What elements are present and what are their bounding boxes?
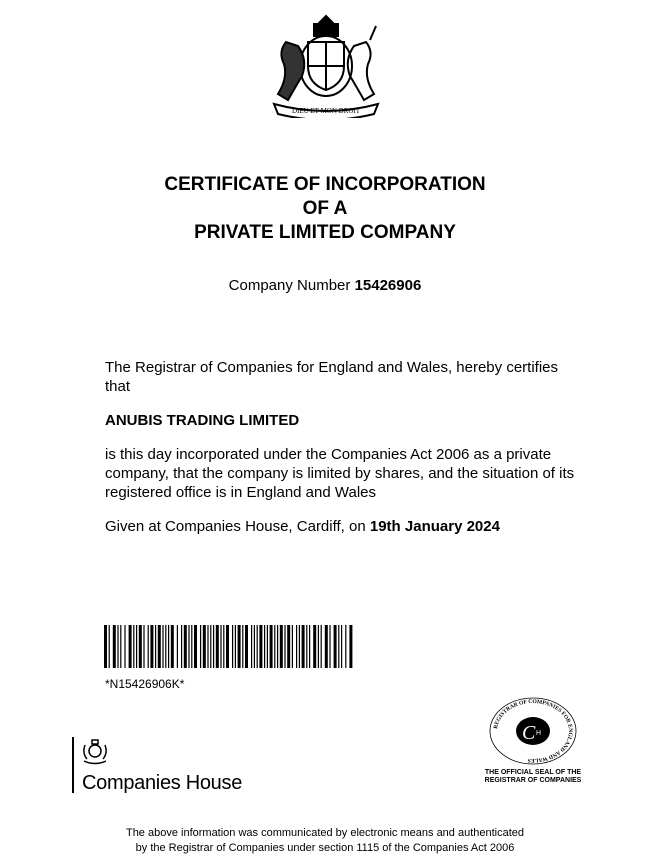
royal-coat-of-arms-icon xyxy=(264,12,388,118)
footer-note xyxy=(0,826,650,856)
barcode-bar xyxy=(287,625,290,668)
title-line: OF A xyxy=(302,198,348,219)
barcode-bar xyxy=(220,625,221,668)
barcode-bar xyxy=(299,625,300,668)
barcode-bar xyxy=(329,625,330,668)
barcode-bar xyxy=(129,625,132,668)
incorporation-date: 19th January 2024 xyxy=(369,518,500,535)
barcode-bar xyxy=(242,625,243,668)
barcode-bar xyxy=(124,625,125,668)
barcode-bar xyxy=(280,625,283,668)
title-line: PRIVATE LIMITED COMPANY xyxy=(194,222,456,243)
given-prefix: Given at Companies House, Cardiff, on xyxy=(105,518,366,535)
barcode-bar xyxy=(120,625,121,668)
given-at xyxy=(105,517,585,536)
barcode-bar xyxy=(321,625,322,668)
seal-caption-line: REGISTRAR OF COMPANIES xyxy=(484,777,582,784)
barcode-bar xyxy=(148,625,149,668)
barcode-bar xyxy=(133,625,134,668)
barcode-bar xyxy=(226,625,229,668)
barcode-bar xyxy=(194,625,197,668)
company-name: ANUBIS TRADING LIMITED xyxy=(105,412,300,429)
barcode-bar xyxy=(184,625,187,668)
svg-text:H: H xyxy=(536,730,542,737)
barcode-bar xyxy=(270,625,273,668)
barcode-bar xyxy=(155,625,156,668)
barcode-bar xyxy=(264,625,265,668)
barcode-bar xyxy=(223,625,224,668)
barcode-bar xyxy=(150,625,153,668)
barcode-bar xyxy=(109,625,110,668)
barcode-bar xyxy=(325,625,328,668)
barcode-bar xyxy=(177,625,178,668)
footer-line: by the Registrar of Companies under section 1115 of the Companies Act 2006 xyxy=(135,842,515,854)
crest-icon xyxy=(84,740,106,764)
barcode-bar xyxy=(191,625,192,668)
barcode-bar xyxy=(292,625,293,668)
barcode-bar xyxy=(113,625,116,668)
barcode-bar xyxy=(338,625,339,668)
footer-line: The above information was communicated by electronic means and authenticated xyxy=(125,827,525,839)
barcode-bar xyxy=(143,625,144,668)
barcode-bar xyxy=(345,625,346,668)
barcode xyxy=(104,625,356,668)
barcode-bar xyxy=(158,625,161,668)
barcode-bar xyxy=(257,625,258,668)
intro-text: The Registrar of Companies for England and Wales, hereby certifies that xyxy=(105,359,558,395)
incorporation-statement: is this day incorporated under the Companies Act 2006 as a private company, that the company is limited by shares, and the situation of its registered office is in England and Wales xyxy=(105,446,575,501)
barcode-bar xyxy=(168,625,169,668)
barcode-bar xyxy=(232,625,233,668)
barcode-bar xyxy=(277,625,278,668)
barcode-bar xyxy=(349,625,352,668)
barcode-bar xyxy=(162,625,163,668)
svg-text:C: C xyxy=(522,722,536,744)
barcode-bar xyxy=(238,625,241,668)
barcode-bar xyxy=(216,625,219,668)
companies-house-wordmark: Companies House xyxy=(82,772,243,794)
barcode-bar xyxy=(251,625,252,668)
barcode-bar xyxy=(117,625,118,668)
barcode-bar xyxy=(245,625,248,668)
company-number-label: Company Number xyxy=(228,277,351,294)
barcode-bar xyxy=(181,625,182,668)
svg-text:DIEU ET MON DROIT: DIEU ET MON DROIT xyxy=(291,107,361,115)
company-number xyxy=(0,277,650,294)
barcode-bar xyxy=(302,625,305,668)
barcode-bar xyxy=(171,625,174,668)
seal-caption-line: THE OFFICIAL SEAL OF THE xyxy=(484,769,582,776)
title-line: CERTIFICATE OF INCORPORATION xyxy=(164,174,486,195)
barcode-text: *N15426906K* xyxy=(105,677,185,691)
certificate-body xyxy=(105,358,585,551)
barcode-bar xyxy=(313,625,316,668)
barcode-bar xyxy=(334,625,337,668)
barcode-bar xyxy=(213,625,214,668)
barcode-bar xyxy=(139,625,142,668)
barcode-bar xyxy=(259,625,262,668)
svg-text:REGISTRAR OF COMPANIES FOR ENG: REGISTRAR OF COMPANIES FOR ENGLAND AND WALES xyxy=(493,698,574,764)
barcode-bar xyxy=(136,625,137,668)
barcode-bar xyxy=(318,625,319,668)
barcode-bar xyxy=(254,625,255,668)
barcode-bar xyxy=(200,625,201,668)
company-number-value: 15426906 xyxy=(354,277,422,294)
barcode-bar xyxy=(165,625,166,668)
barcode-bar xyxy=(104,625,107,668)
barcode-bar xyxy=(210,625,211,668)
barcode-bar xyxy=(203,625,206,668)
barcode-bar xyxy=(235,625,236,668)
certificate-title xyxy=(0,173,650,245)
barcode-bar xyxy=(274,625,275,668)
barcode-bar xyxy=(267,625,268,668)
registrar-seal-icon xyxy=(488,697,578,765)
seal-caption xyxy=(478,769,588,785)
barcode-bar xyxy=(207,625,208,668)
barcode-bar xyxy=(284,625,285,668)
barcode-bar xyxy=(309,625,310,668)
barcode-bar xyxy=(341,625,342,668)
barcode-bar xyxy=(296,625,297,668)
barcode-bar xyxy=(188,625,189,668)
barcode-bar xyxy=(306,625,307,668)
